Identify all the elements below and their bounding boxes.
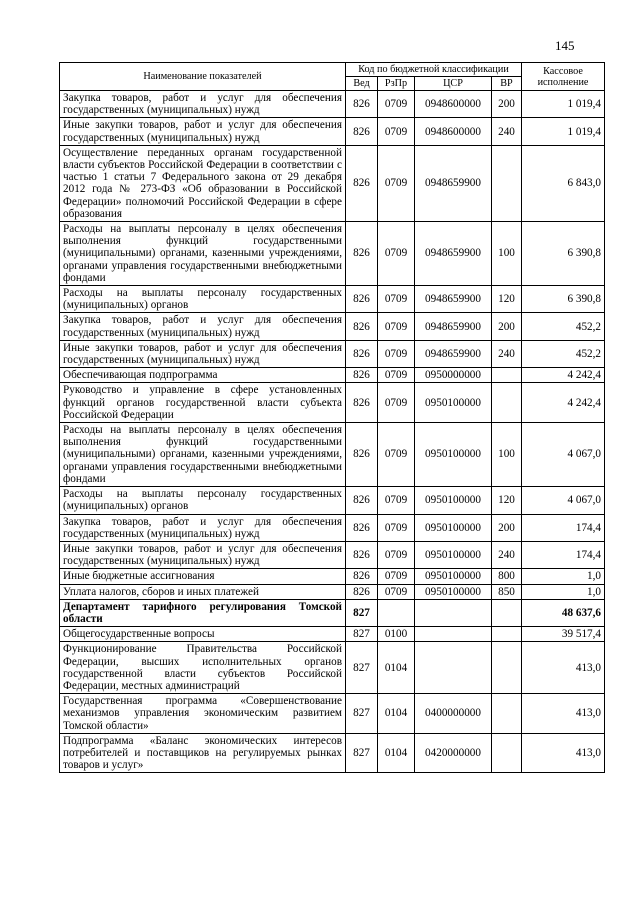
row-name: Закупка товаров, работ и услуг для обеспечения государственных (муниципальных) нужд — [60, 91, 346, 118]
row-csr: 0948659900 — [415, 313, 492, 340]
row-amount: 4 067,0 — [522, 487, 605, 514]
row-rzpr: 0709 — [378, 340, 415, 367]
row-rzpr: 0709 — [378, 487, 415, 514]
row-name: Закупка товаров, работ и услуг для обеспечения государственных (муниципальных) нужд — [60, 514, 346, 541]
row-name: Департамент тарифного регулирования Томской области — [60, 599, 346, 626]
row-name: Функционирование Правительства Российской Федерации, высших исполнительных органов государственной власти субъектов Российской Федерации, местных администраций — [60, 642, 346, 694]
row-rzpr: 0709 — [378, 313, 415, 340]
row-name: Иные закупки товаров, работ и услуг для обеспечения государственных (муниципальных) нужд — [60, 340, 346, 367]
row-csr: 0950100000 — [415, 584, 492, 599]
row-name: Общегосударственные вопросы — [60, 627, 346, 642]
row-vr: 120 — [492, 286, 522, 313]
row-ved: 827 — [346, 733, 378, 773]
row-vr: 240 — [492, 118, 522, 145]
table-row — [60, 569, 605, 584]
row-vr: 200 — [492, 313, 522, 340]
table-row — [60, 286, 605, 313]
row-rzpr: 0709 — [378, 145, 415, 221]
row-rzpr: 0104 — [378, 642, 415, 694]
row-csr — [415, 642, 492, 694]
row-amount: 4 067,0 — [522, 423, 605, 487]
row-rzpr: 0709 — [378, 91, 415, 118]
row-rzpr: 0709 — [378, 222, 415, 286]
table-row — [60, 642, 605, 694]
row-name: Осуществление переданных органам государственной власти субъектов Российской Федерации в соответствии с частью 1 статьи 7 Федерального закона от 29 декабря 2012 года № 273-ФЗ «Об образовании в Российской Федерации» полномочий Российской Федерации в сфере образования — [60, 145, 346, 221]
row-amount: 452,2 — [522, 340, 605, 367]
table-row — [60, 599, 605, 626]
table-row — [60, 541, 605, 568]
row-vr — [492, 642, 522, 694]
row-csr: 0950100000 — [415, 383, 492, 423]
row-amount: 413,0 — [522, 733, 605, 773]
row-ved: 826 — [346, 569, 378, 584]
row-name: Расходы на выплаты персоналу государственных (муниципальных) органов — [60, 286, 346, 313]
row-rzpr: 0709 — [378, 569, 415, 584]
table-row — [60, 340, 605, 367]
row-rzpr: 0709 — [378, 541, 415, 568]
row-csr — [415, 627, 492, 642]
row-ved: 827 — [346, 627, 378, 642]
row-vr: 100 — [492, 222, 522, 286]
row-vr — [492, 368, 522, 383]
row-vr: 200 — [492, 514, 522, 541]
row-rzpr: 0100 — [378, 627, 415, 642]
table-row — [60, 487, 605, 514]
row-amount: 48 637,6 — [522, 599, 605, 626]
row-csr: 0950100000 — [415, 514, 492, 541]
table-row — [60, 627, 605, 642]
row-vr — [492, 733, 522, 773]
row-rzpr: 0104 — [378, 694, 415, 734]
header-execution: Кассовое исполнение — [522, 63, 605, 91]
table-row — [60, 584, 605, 599]
row-name: Государственная программа «Совершенствование механизмов управления экономическим развитием Томской области» — [60, 694, 346, 734]
table-row — [60, 423, 605, 487]
page-number: 145 — [555, 38, 575, 53]
row-ved: 826 — [346, 286, 378, 313]
row-name: Расходы на выплаты персоналу в целях обеспечения выполнения функций государственными (муниципальными) органами, казенными учреждениями, органами управления государственными внебюджетными фондами — [60, 423, 346, 487]
row-amount: 6 390,8 — [522, 222, 605, 286]
row-rzpr: 0709 — [378, 286, 415, 313]
row-amount: 39 517,4 — [522, 627, 605, 642]
table-row — [60, 383, 605, 423]
row-ved: 826 — [346, 383, 378, 423]
header-csr: ЦСР — [415, 77, 492, 91]
row-amount: 4 242,4 — [522, 383, 605, 423]
row-vr — [492, 383, 522, 423]
row-ved: 826 — [346, 118, 378, 145]
table-row — [60, 694, 605, 734]
row-amount: 6 390,8 — [522, 286, 605, 313]
row-rzpr — [378, 599, 415, 626]
row-ved: 826 — [346, 541, 378, 568]
row-rzpr: 0709 — [378, 368, 415, 383]
row-vr: 100 — [492, 423, 522, 487]
row-name: Иные бюджетные ассигнования — [60, 569, 346, 584]
table-row — [60, 145, 605, 221]
row-name: Руководство и управление в сфере установленных функций органов государственной власти субъекта Российской Федерации — [60, 383, 346, 423]
header-code-group: Код по бюджетной классификации — [346, 63, 522, 77]
row-csr: 0948659900 — [415, 145, 492, 221]
table-row — [60, 91, 605, 118]
row-ved: 826 — [346, 487, 378, 514]
row-csr — [415, 599, 492, 626]
row-csr: 0950100000 — [415, 541, 492, 568]
row-csr: 0948659900 — [415, 286, 492, 313]
row-csr: 0948659900 — [415, 340, 492, 367]
row-rzpr: 0709 — [378, 423, 415, 487]
row-rzpr: 0104 — [378, 733, 415, 773]
row-ved: 827 — [346, 599, 378, 626]
table-row — [60, 733, 605, 773]
row-amount: 1,0 — [522, 569, 605, 584]
row-name: Расходы на выплаты персоналу в целях обеспечения выполнения функций государственными (муниципальными) органами, казенными учреждениями, органами управления государственными внебюджетными фондами — [60, 222, 346, 286]
budget-table — [59, 62, 605, 773]
row-vr: 240 — [492, 541, 522, 568]
header-vr: ВР — [492, 77, 522, 91]
row-ved: 826 — [346, 514, 378, 541]
row-vr — [492, 694, 522, 734]
row-csr: 0950100000 — [415, 423, 492, 487]
row-csr: 0950100000 — [415, 487, 492, 514]
row-name: Обеспечивающая подпрограмма — [60, 368, 346, 383]
row-vr: 800 — [492, 569, 522, 584]
row-ved: 826 — [346, 222, 378, 286]
row-rzpr: 0709 — [378, 118, 415, 145]
row-name: Подпрограмма «Баланс экономических интересов потребителей и поставщиков на регулируемых рынках товаров и услуг» — [60, 733, 346, 773]
row-amount: 6 843,0 — [522, 145, 605, 221]
row-amount: 1,0 — [522, 584, 605, 599]
row-ved: 826 — [346, 368, 378, 383]
row-amount: 413,0 — [522, 642, 605, 694]
row-amount: 174,4 — [522, 514, 605, 541]
row-rzpr: 0709 — [378, 383, 415, 423]
row-vr: 200 — [492, 91, 522, 118]
table-row — [60, 118, 605, 145]
table-row — [60, 368, 605, 383]
row-vr — [492, 145, 522, 221]
row-csr: 0948600000 — [415, 118, 492, 145]
row-csr: 0400000000 — [415, 694, 492, 734]
row-vr — [492, 627, 522, 642]
row-amount: 1 019,4 — [522, 91, 605, 118]
row-vr: 120 — [492, 487, 522, 514]
row-amount: 174,4 — [522, 541, 605, 568]
row-csr: 0950100000 — [415, 569, 492, 584]
header-rzpr: РзПр — [378, 77, 415, 91]
row-csr: 0948600000 — [415, 91, 492, 118]
row-name: Закупка товаров, работ и услуг для обеспечения государственных (муниципальных) нужд — [60, 313, 346, 340]
row-rzpr: 0709 — [378, 584, 415, 599]
row-amount: 452,2 — [522, 313, 605, 340]
table-row — [60, 514, 605, 541]
row-ved: 826 — [346, 313, 378, 340]
table-row — [60, 222, 605, 286]
row-amount: 4 242,4 — [522, 368, 605, 383]
row-name: Расходы на выплаты персоналу государственных (муниципальных) органов — [60, 487, 346, 514]
row-name: Иные закупки товаров, работ и услуг для обеспечения государственных (муниципальных) нужд — [60, 118, 346, 145]
row-ved: 827 — [346, 694, 378, 734]
table-row — [60, 313, 605, 340]
row-vr — [492, 599, 522, 626]
row-ved: 827 — [346, 642, 378, 694]
row-ved: 826 — [346, 340, 378, 367]
row-rzpr: 0709 — [378, 514, 415, 541]
row-csr: 0420000000 — [415, 733, 492, 773]
row-csr: 0948659900 — [415, 222, 492, 286]
row-vr: 240 — [492, 340, 522, 367]
row-ved: 826 — [346, 584, 378, 599]
row-ved: 826 — [346, 91, 378, 118]
row-csr: 0950000000 — [415, 368, 492, 383]
row-name: Уплата налогов, сборов и иных платежей — [60, 584, 346, 599]
header-name: Наименование показателей — [60, 63, 346, 91]
table-body — [60, 91, 605, 773]
row-amount: 413,0 — [522, 694, 605, 734]
row-vr: 850 — [492, 584, 522, 599]
row-ved: 826 — [346, 145, 378, 221]
row-name: Иные закупки товаров, работ и услуг для обеспечения государственных (муниципальных) нужд — [60, 541, 346, 568]
header-ved: Вед — [346, 77, 378, 91]
row-amount: 1 019,4 — [522, 118, 605, 145]
row-ved: 826 — [346, 423, 378, 487]
